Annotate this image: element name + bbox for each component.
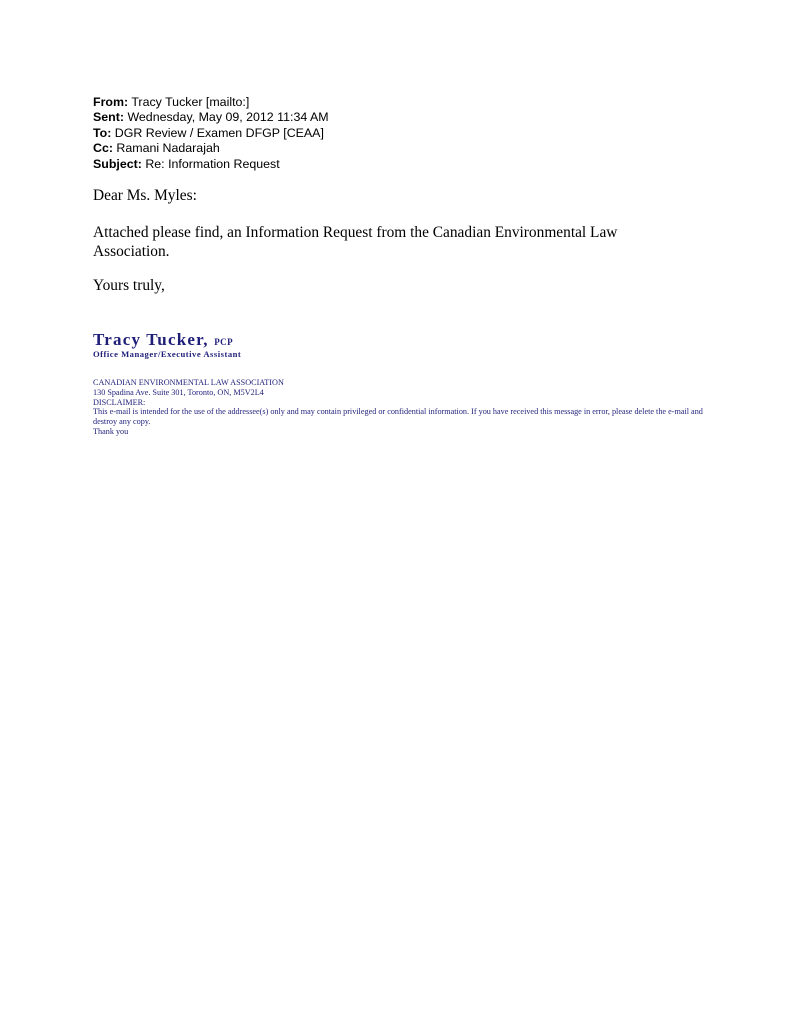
cc-row <box>93 141 329 156</box>
to-label: To: <box>93 125 112 140</box>
subject-row <box>93 157 329 172</box>
subject-label: Subject: <box>93 156 142 171</box>
to-value: DGR Review / Examen DFGP [CEAA] <box>114 125 324 140</box>
cc-value: Ramani Nadarajah <box>116 141 220 156</box>
cc-label: Cc: <box>93 141 113 156</box>
disclaimer-label: DISCLAIMER: <box>93 397 146 407</box>
to-row <box>93 126 329 141</box>
sent-value: Wednesday, May 09, 2012 11:34 AM <box>127 110 329 125</box>
message-text: Attached please find, an Information Request from the Canadian Environmental Law Association. <box>93 224 618 260</box>
signature-credential: PCP <box>214 337 234 347</box>
signature-footer <box>93 378 703 437</box>
signature-name <box>93 330 233 350</box>
from-label: From: <box>93 95 129 109</box>
organization-name: CANADIAN ENVIRONMENTAL LAW ASSOCIATION <box>93 378 284 387</box>
from-value: Tracy Tucker [mailto:] <box>131 95 250 109</box>
sent-row <box>93 110 329 125</box>
signature-title: Office Manager/Executive Assistant <box>93 349 242 359</box>
thank-you-text: Thank you <box>93 426 129 436</box>
sent-label: Sent: <box>93 110 124 125</box>
subject-value: Re: Information Request <box>145 156 280 171</box>
organization-address: 130 Spadina Ave. Suite 301, Toronto, ON, M5V2L4 <box>93 387 264 397</box>
closing-text: Yours truly, <box>93 277 165 294</box>
disclaimer-text: This e-mail is intended for the use of the addressee(s) only and may contain privileged or confidential information. If you have received this message in error, please delete the e-mail and destroy any copy. <box>93 407 703 427</box>
greeting-text: Dear Ms. Myles: <box>93 187 197 204</box>
signature-name-text: Tracy Tucker, <box>93 330 209 349</box>
email-header <box>93 95 329 172</box>
from-row <box>93 95 329 110</box>
